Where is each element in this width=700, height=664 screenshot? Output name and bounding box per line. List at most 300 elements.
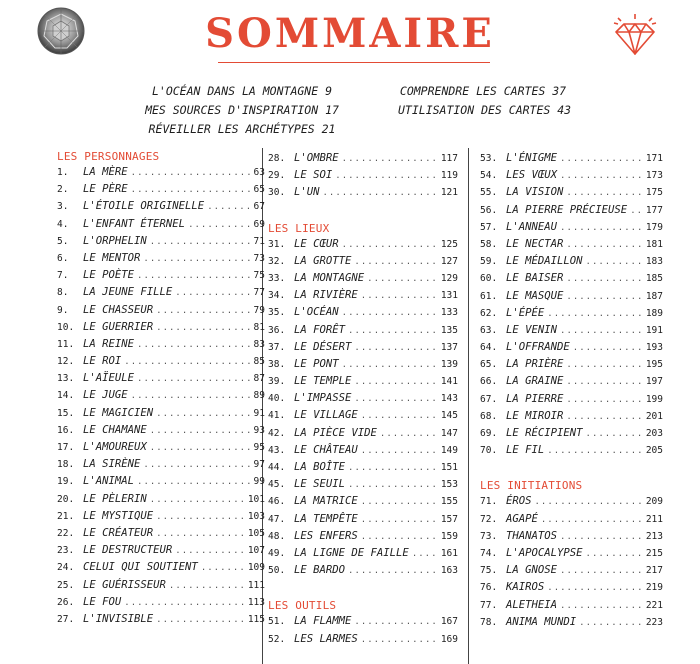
toc-entry	[268, 373, 458, 390]
toc-entry	[268, 545, 458, 562]
entry-number: 32.	[268, 255, 286, 267]
toc-entry	[57, 267, 265, 284]
entry-number: 19.	[57, 476, 75, 488]
page-number: 105	[247, 527, 265, 539]
entry-number: 51.	[268, 616, 286, 628]
page-number: 203	[645, 428, 663, 439]
entry-title: LES ENFERS	[294, 529, 358, 542]
entry-title: L'IMPASSE	[294, 392, 352, 405]
toc-entry	[480, 305, 663, 322]
toc-entry	[480, 493, 663, 510]
page-number: 99	[253, 476, 265, 488]
entry-title: LE NECTAR	[506, 237, 564, 250]
entry-title: LA LIGNE DE FAILLE	[294, 546, 409, 559]
entry-number: 37.	[268, 341, 286, 353]
toc-entry	[268, 493, 458, 510]
intro-entry: MES SOURCES D'INSPIRATION 17	[145, 103, 339, 117]
toc-entry	[480, 219, 663, 236]
dot-leader	[342, 151, 438, 168]
entry-number: 4.	[57, 218, 69, 230]
dot-leader	[560, 529, 643, 546]
dot-leader	[566, 374, 642, 391]
entry-title: LE SEUIL	[294, 478, 346, 491]
entry-number: 10.	[57, 321, 75, 333]
entry-title: LE BARDO	[294, 564, 346, 577]
page-number: 137	[440, 341, 458, 353]
entry-title: LE CRÉATEUR	[83, 526, 154, 539]
entry-title: L'OFFRANDE	[506, 341, 570, 354]
entry-title: L'INVISIBLE	[83, 612, 154, 625]
toc-entry	[268, 511, 458, 528]
toc-entry	[57, 164, 265, 181]
intro-list-left	[142, 82, 342, 139]
section-title: LES OUTILS	[268, 599, 337, 613]
page-number: 91	[253, 407, 265, 419]
page-number: 175	[645, 187, 663, 199]
page-number: 191	[645, 324, 663, 336]
entry-number: 21.	[57, 510, 75, 522]
page-number: 93	[253, 424, 265, 436]
dot-leader	[354, 614, 437, 631]
entry-title: LA FLAMME	[294, 615, 352, 628]
page-number: 161	[440, 547, 458, 559]
entry-number: 78.	[480, 616, 498, 628]
page-number: 147	[440, 427, 458, 439]
entry-number: 47.	[268, 513, 286, 525]
entry-number: 13.	[57, 373, 75, 385]
dot-leader	[348, 477, 438, 494]
page-number: 121	[440, 187, 458, 199]
toc-entry	[268, 425, 458, 442]
entry-title: L'UN	[294, 186, 320, 199]
dot-leader	[560, 151, 643, 168]
entry-title: LE JUGE	[83, 389, 128, 402]
entry-number: 38.	[268, 358, 286, 370]
toc-entry	[268, 631, 458, 648]
entry-number: 5.	[57, 235, 69, 247]
entry-title: LA RIVIÈRE	[294, 289, 358, 302]
page-number: 209	[645, 496, 663, 508]
toc-column-1	[57, 150, 265, 628]
dot-leader	[361, 512, 438, 529]
toc-entry	[268, 167, 458, 184]
entry-title: LE TEMPLE	[294, 375, 352, 388]
page-number: 217	[645, 565, 663, 577]
dot-leader	[137, 337, 251, 354]
toc-entry	[480, 167, 663, 184]
entry-title: LA SIRÈNE	[83, 458, 141, 471]
dot-leader	[175, 285, 250, 302]
entry-title: LES LARMES	[294, 632, 358, 645]
entry-number: 25.	[57, 579, 75, 591]
page-number: 107	[247, 545, 265, 557]
entry-title: LE MAGICIEN	[83, 406, 154, 419]
dot-leader	[586, 254, 643, 271]
dot-leader	[412, 546, 438, 563]
page-number: 77	[253, 287, 265, 299]
dot-leader	[188, 217, 250, 234]
toc-entry	[268, 613, 458, 630]
entry-number: 63.	[480, 324, 498, 336]
toc-entry	[57, 559, 265, 576]
entry-number: 74.	[480, 547, 498, 559]
toc-entry	[480, 597, 663, 614]
toc-entry	[268, 442, 458, 459]
entry-title: LE VENIN	[506, 323, 558, 336]
dot-leader	[342, 237, 438, 254]
dot-leader	[560, 168, 643, 185]
entry-number: 65.	[480, 359, 498, 371]
toc-entry	[57, 250, 265, 267]
dot-leader	[566, 392, 642, 409]
toc-entry	[268, 270, 458, 287]
entry-number: 58.	[480, 238, 498, 250]
toc-entry	[268, 304, 458, 321]
page-number: 69	[253, 218, 265, 230]
page-number: 189	[645, 307, 663, 319]
entry-title: ALETHEIA	[506, 598, 558, 611]
dot-leader	[156, 406, 250, 423]
page-number: 221	[645, 599, 663, 611]
entry-title: LE MASQUE	[506, 289, 564, 302]
page-title: SOMMAIRE	[205, 10, 495, 57]
toc-entry	[57, 302, 265, 319]
section-gap	[480, 459, 663, 479]
dot-leader	[547, 443, 643, 460]
toc-entry	[480, 425, 663, 442]
dot-leader	[124, 595, 245, 612]
entry-title: LE MIROIR	[506, 409, 564, 422]
dot-leader	[169, 578, 245, 595]
toc-entry	[480, 202, 663, 219]
entry-number: 40.	[268, 393, 286, 405]
entry-number: 73.	[480, 530, 498, 542]
entry-number: 23.	[57, 545, 75, 557]
dot-leader	[143, 457, 250, 474]
dot-leader	[207, 199, 250, 216]
page-number: 199	[645, 393, 663, 405]
page-number: 113	[247, 596, 265, 608]
intro-entry: COMPRENDRE LES CARTES 37	[399, 84, 567, 98]
dot-leader	[560, 598, 643, 615]
dot-leader	[137, 371, 251, 388]
page-number: 143	[440, 393, 458, 405]
entry-title: LA GROTTE	[294, 254, 352, 267]
page-number: 141	[440, 376, 458, 388]
dot-leader	[150, 492, 245, 509]
entry-title: LE FIL	[506, 444, 545, 457]
page-number: 145	[440, 410, 458, 422]
dot-leader	[566, 409, 642, 426]
toc-entry	[57, 370, 265, 387]
toc-entry	[268, 287, 458, 304]
entry-number: 8.	[57, 287, 69, 299]
page-number: 181	[645, 238, 663, 250]
toc-entry	[480, 373, 663, 390]
toc-entry	[268, 528, 458, 545]
toc-entry	[480, 614, 663, 631]
dot-leader	[566, 289, 642, 306]
toc-entry	[480, 339, 663, 356]
toc-entry	[57, 525, 265, 542]
entry-title: LE DÉSERT	[294, 340, 352, 353]
entry-number: 52.	[268, 633, 286, 645]
toc-entry	[480, 511, 663, 528]
entry-title: L'APOCALYPSE	[506, 546, 583, 559]
entry-title: LE GUÉRISSEUR	[83, 578, 166, 591]
toc-entry	[57, 181, 265, 198]
entry-number: 66.	[480, 376, 498, 388]
page-number: 101	[247, 493, 265, 505]
entry-number: 44.	[268, 462, 286, 473]
entry-title: THANATOS	[506, 529, 558, 542]
dot-leader	[156, 303, 250, 320]
toc-entry	[57, 422, 265, 439]
dot-leader	[137, 268, 251, 285]
entry-title: LA MONTAGNE	[294, 271, 365, 284]
page-number: 173	[645, 170, 663, 182]
dot-leader	[150, 440, 251, 457]
page-number: 111	[247, 579, 265, 591]
entry-title: L'ÉTOILE ORIGINELLE	[83, 200, 205, 213]
toc-entry	[480, 288, 663, 305]
toc-entry	[268, 562, 458, 579]
entry-title: LE CHASSEUR	[83, 303, 154, 316]
dot-leader	[535, 494, 643, 511]
entry-number: 70.	[480, 445, 498, 457]
entry-number: 3.	[57, 201, 69, 213]
dot-leader	[586, 426, 643, 443]
toc-entry	[268, 459, 458, 476]
toc-column-3	[480, 150, 663, 631]
dot-leader	[361, 288, 438, 305]
page-number: 87	[253, 373, 265, 385]
entry-title: LA TEMPÊTE	[294, 512, 358, 525]
dot-leader	[354, 254, 437, 271]
toc-entry	[57, 473, 265, 490]
toc-entry	[57, 319, 265, 336]
dot-leader	[573, 340, 643, 357]
entry-title: KAIROS	[506, 581, 545, 594]
dot-leader	[323, 185, 438, 202]
page-number: 75	[253, 270, 265, 282]
entry-title: LA JEUNE FILLE	[83, 286, 173, 299]
entry-number: 76.	[480, 582, 498, 594]
toc-entry	[480, 562, 663, 579]
toc-entry	[57, 508, 265, 525]
toc-entry	[268, 339, 458, 356]
entry-number: 54.	[480, 170, 498, 182]
dot-leader	[566, 357, 642, 374]
entry-number: 39.	[268, 376, 286, 388]
entry-title: LE BAISER	[506, 272, 564, 285]
toc-entry	[57, 336, 265, 353]
dot-leader	[124, 354, 250, 371]
toc-entry	[57, 577, 265, 594]
page-number: 125	[440, 238, 458, 250]
intro-entry: UTILISATION DES CARTES 43	[398, 103, 572, 117]
page-number: 149	[440, 444, 458, 456]
entry-number: 42.	[268, 427, 286, 439]
column-divider	[468, 148, 469, 664]
page-number: 219	[645, 582, 663, 594]
entry-title: LES VŒUX	[506, 169, 558, 182]
toc-entry	[480, 528, 663, 545]
dot-leader	[354, 391, 437, 408]
page-number: 183	[645, 256, 663, 268]
dot-leader	[560, 220, 643, 237]
toc-entry	[480, 442, 663, 459]
entry-title: L'OMBRE	[294, 152, 339, 164]
entry-number: 16.	[57, 424, 75, 436]
dot-leader	[361, 408, 438, 425]
page-number: 63	[253, 167, 265, 178]
toc-entry	[480, 322, 663, 339]
dot-leader	[131, 182, 251, 199]
dot-leader	[547, 580, 643, 597]
section-title: LES PERSONNAGES	[57, 150, 160, 163]
page-number: 73	[253, 252, 265, 264]
dot-leader	[137, 474, 251, 491]
entry-number: 28.	[268, 153, 286, 164]
entry-title: LE PONT	[294, 357, 339, 370]
toc-column-2	[268, 150, 458, 648]
toc-entry	[57, 611, 265, 628]
entry-number: 9.	[57, 304, 69, 316]
entry-number: 57.	[480, 221, 498, 233]
toc-entry	[480, 184, 663, 201]
entry-title: L'ÉPÉE	[506, 306, 545, 319]
entry-title: LA MATRICE	[294, 495, 358, 508]
toc-entry	[268, 390, 458, 407]
toc-entry	[268, 322, 458, 339]
dot-leader	[156, 509, 245, 526]
entry-number: 12.	[57, 356, 75, 368]
entry-number: 30.	[268, 187, 286, 199]
entry-title: LA REINE	[83, 337, 135, 350]
entry-title: LA PIÈCE VIDE	[294, 426, 377, 439]
entry-number: 75.	[480, 565, 498, 577]
page-number: 223	[645, 616, 663, 628]
entry-title: LA PIERRE	[506, 392, 564, 405]
dot-leader	[579, 615, 643, 632]
dot-leader	[131, 165, 251, 182]
toc-entry	[480, 253, 663, 270]
page-number: 177	[645, 204, 663, 216]
entry-title: L'AÏEULE	[83, 372, 135, 385]
dot-leader	[156, 612, 245, 629]
title-underline	[218, 62, 490, 63]
page-number: 133	[440, 307, 458, 319]
entry-number: 24.	[57, 562, 75, 574]
dot-leader	[150, 423, 251, 440]
entry-title: L'OCÉAN	[294, 306, 339, 319]
entry-number: 11.	[57, 338, 75, 350]
dot-leader	[156, 526, 245, 543]
page-number: 169	[440, 633, 458, 645]
entry-title: LE SOI	[294, 169, 333, 182]
page-number: 129	[440, 272, 458, 284]
entry-number: 22.	[57, 527, 75, 539]
toc-entry	[480, 391, 663, 408]
dot-leader	[541, 512, 643, 529]
entry-number: 7.	[57, 270, 69, 282]
page-number: 71	[253, 235, 265, 247]
entry-number: 27.	[57, 613, 75, 625]
entry-title: L'ORPHELIN	[83, 234, 147, 247]
page-number: 155	[440, 496, 458, 508]
entry-title: AGAPÉ	[506, 512, 538, 525]
toc-entry	[268, 407, 458, 424]
page-number: 81	[253, 321, 265, 333]
section-gap	[268, 202, 458, 222]
page-number: 187	[645, 290, 663, 302]
section-title: LES INITIATIONS	[480, 479, 583, 493]
entry-number: 64.	[480, 342, 498, 354]
toc-entry	[57, 198, 265, 215]
page-number: 157	[440, 513, 458, 525]
page-number: 65	[253, 184, 265, 196]
entry-number: 26.	[57, 596, 75, 608]
entry-title: LE FOU	[83, 595, 122, 608]
entry-number: 50.	[268, 565, 286, 577]
toc-entry	[480, 545, 663, 562]
entry-title: LE VILLAGE	[294, 409, 358, 422]
section-gap	[268, 579, 458, 599]
toc-entry	[57, 439, 265, 456]
dot-leader	[560, 323, 643, 340]
dot-leader	[361, 529, 438, 546]
page-number: 95	[253, 442, 265, 453]
dot-leader	[566, 237, 642, 254]
page-number: 211	[645, 513, 663, 525]
entry-title: LA MÈRE	[83, 166, 128, 178]
entry-number: 2.	[57, 184, 69, 196]
toc-entry	[480, 408, 663, 425]
page-number: 159	[440, 530, 458, 542]
page-number: 89	[253, 390, 265, 402]
entry-number: 14.	[57, 390, 75, 402]
page-number: 83	[253, 338, 265, 350]
diamond-gem-icon	[36, 6, 86, 56]
entry-title: LA PRIÈRE	[506, 358, 564, 371]
toc-entry	[480, 579, 663, 596]
toc-entry	[268, 150, 458, 167]
page-number: 205	[645, 445, 663, 457]
dot-leader	[361, 632, 438, 649]
dot-leader	[143, 251, 250, 268]
entry-number: 29.	[268, 170, 286, 182]
toc-entry	[57, 233, 265, 250]
entry-title: LE MYSTIQUE	[83, 509, 154, 522]
entry-number: 61.	[480, 290, 498, 302]
toc-entry	[57, 353, 265, 370]
page-number: 163	[440, 565, 458, 577]
dot-leader	[201, 560, 245, 577]
toc-entry	[57, 284, 265, 301]
dot-leader	[354, 374, 437, 391]
toc-entry	[480, 270, 663, 287]
diamond-outline-icon	[612, 12, 658, 58]
entry-number: 60.	[480, 273, 498, 285]
entry-number: 1.	[57, 167, 69, 178]
entry-number: 68.	[480, 410, 498, 422]
entry-title: L'AMOUREUX	[83, 441, 147, 453]
entry-number: 55.	[480, 187, 498, 199]
entry-title: LA PIERRE PRÉCIEUSE	[506, 203, 628, 216]
entry-number: 59.	[480, 256, 498, 268]
page-number: 153	[440, 479, 458, 491]
